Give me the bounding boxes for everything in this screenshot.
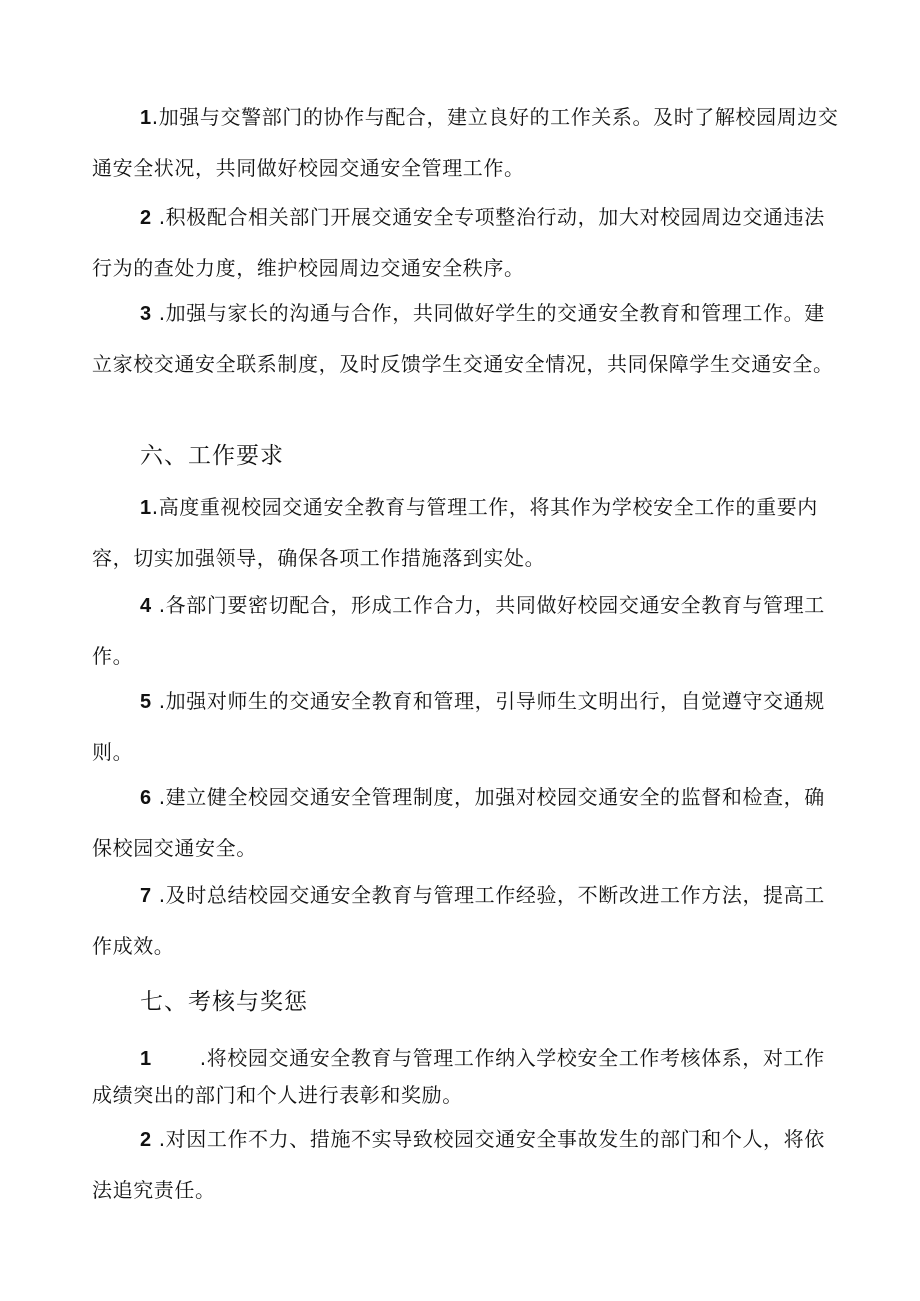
list-item xyxy=(92,1114,844,1215)
item-text: 积极配合相关部门开展交通安全专项整治行动，加大对校园周边交通违法行为的查处力度，维护校园周边交通安全秩序。 xyxy=(92,205,825,280)
item-number: 3 xyxy=(140,303,152,325)
section-heading: 七、考核与奖惩 xyxy=(140,989,308,1015)
list-item xyxy=(92,1040,844,1113)
item-number: 1 xyxy=(140,107,152,129)
item-text: 高度重视校园交通安全教育与管理工作，将其作为学校安全工作的重要内容，切实加强领导，确保各项工作措施落到实处。 xyxy=(92,495,818,570)
item-text: 加强与家长的沟通与合作，共同做好学生的交通安全教育和管理工作。建立家校交通安全联系制度，及时反馈学生交通安全情况，共同保障学生交通安全。 xyxy=(92,301,834,376)
list-item xyxy=(92,676,844,777)
list-item xyxy=(92,580,844,681)
item-number: 2 xyxy=(140,207,152,229)
list-item xyxy=(92,772,844,873)
list-item xyxy=(92,482,844,583)
item-text: 加强对师生的交通安全教育和管理，引导师生文明出行，自觉遵守交通规则。 xyxy=(92,689,825,764)
item-separator: . xyxy=(151,105,159,129)
item-separator: . xyxy=(199,1046,207,1070)
item-separator: . xyxy=(151,1127,166,1151)
item-number: 4 xyxy=(140,595,152,617)
item-number: 5 xyxy=(140,691,152,713)
item-text: 各部门要密切配合，形成工作合力，共同做好校园交通安全教育与管理工作。 xyxy=(92,593,825,668)
item-number: 7 xyxy=(140,885,152,907)
item-number: 1 xyxy=(140,497,152,519)
item-number: 1 xyxy=(140,1048,152,1070)
item-text: 建立健全校园交通安全管理制度，加强对校园交通安全的监督和检查，确保校园交通安全。 xyxy=(92,785,825,860)
list-item xyxy=(92,870,844,971)
item-separator: . xyxy=(151,883,166,907)
section-heading: 六、工作要求 xyxy=(140,443,284,469)
list-item xyxy=(92,288,844,389)
list-item xyxy=(92,192,844,293)
item-text: 加强与交警部门的协作与配合，建立良好的工作关系。及时了解校园周边交通安全状况，共同做好校园交通安全管理工作。 xyxy=(92,105,839,180)
item-separator: . xyxy=(151,785,166,809)
item-text: 将校园交通安全教育与管理工作纳入学校安全工作考核体系，对工作成绩突出的部门和个人进行表彰和奖励。 xyxy=(92,1046,825,1107)
item-separator: . xyxy=(151,689,166,713)
item-separator: . xyxy=(151,205,166,229)
item-number: 2 xyxy=(140,1129,152,1151)
item-separator: . xyxy=(151,301,166,325)
item-separator: . xyxy=(151,593,166,617)
item-separator: . xyxy=(151,495,159,519)
item-text: 对因工作不力、措施不实导致校园交通安全事故发生的部门和个人，将依法追究责任。 xyxy=(92,1127,825,1202)
item-number: 6 xyxy=(140,787,152,809)
list-item xyxy=(92,92,844,193)
item-text: 及时总结校园交通安全教育与管理工作经验，不断改进工作方法，提高工作成效。 xyxy=(92,883,825,958)
